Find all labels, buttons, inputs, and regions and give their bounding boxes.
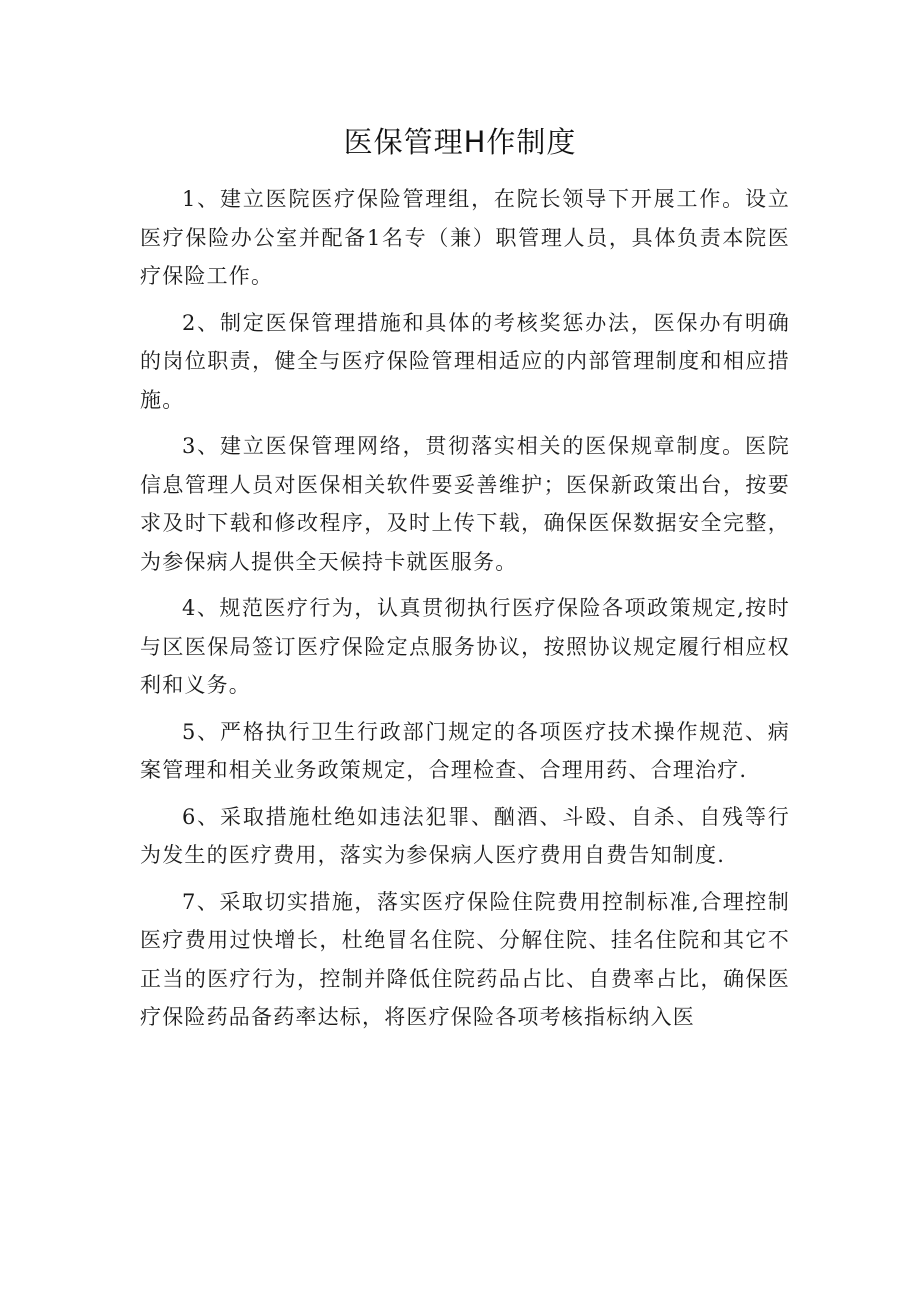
paragraph-3: 3、建立医保管理网络，贯彻落实相关的医保规章制度。医院信息管理人员对医保相关软件要妥善维护；医保新政策出台，按要求及时下载和修改程序，及时上传下载，确保医保数据安全完整，为参保病人提供全天候持卡就医服务。 <box>140 434 790 574</box>
paragraph-4: 4、规范医疗行为，认真贯彻执行医疗保险各项政策规定,按时与区医保局签订医疗保险定点服务协议，按照协议规定履行相应权利和义务。 <box>140 596 790 697</box>
paragraph-6: 6、采取措施杜绝如违法犯罪、酗酒、斗殴、自杀、自残等行为发生的医疗费用，落实为参保病人医疗费用自费告知制度. <box>140 804 790 867</box>
paragraph-1: 1、建立医院医疗保险管理组，在院长领导下开展工作。设立医疗保险办公室并配备1名专（兼）职管理人员，具体负责本院医疗保险工作。 <box>140 187 790 288</box>
document-title: 医保管理H作制度 <box>343 125 577 159</box>
paragraph-5: 5、严格执行卫生行政部门规定的各项医疗技术操作规范、病案管理和相关业务政策规定，合理检查、合理用药、合理治疗. <box>140 719 790 782</box>
document-body <box>140 180 790 1037</box>
paragraph-2: 2、制定医保管理措施和具体的考核奖惩办法，医保办有明确的岗位职责，健全与医疗保险管理相适应的内部管理制度和相应措施。 <box>140 310 790 412</box>
paragraph-7: 7、采取切实措施，落实医疗保险住院费用控制标准,合理控制医疗费用过快增长，杜绝冒名住院、分解住院、挂名住院和其它不正当的医疗行为，控制并降低住院药品占比、自费率占比，确保医疗保险药品备药率达标，将医疗保险各项考核指标纳入医 <box>140 889 790 1029</box>
